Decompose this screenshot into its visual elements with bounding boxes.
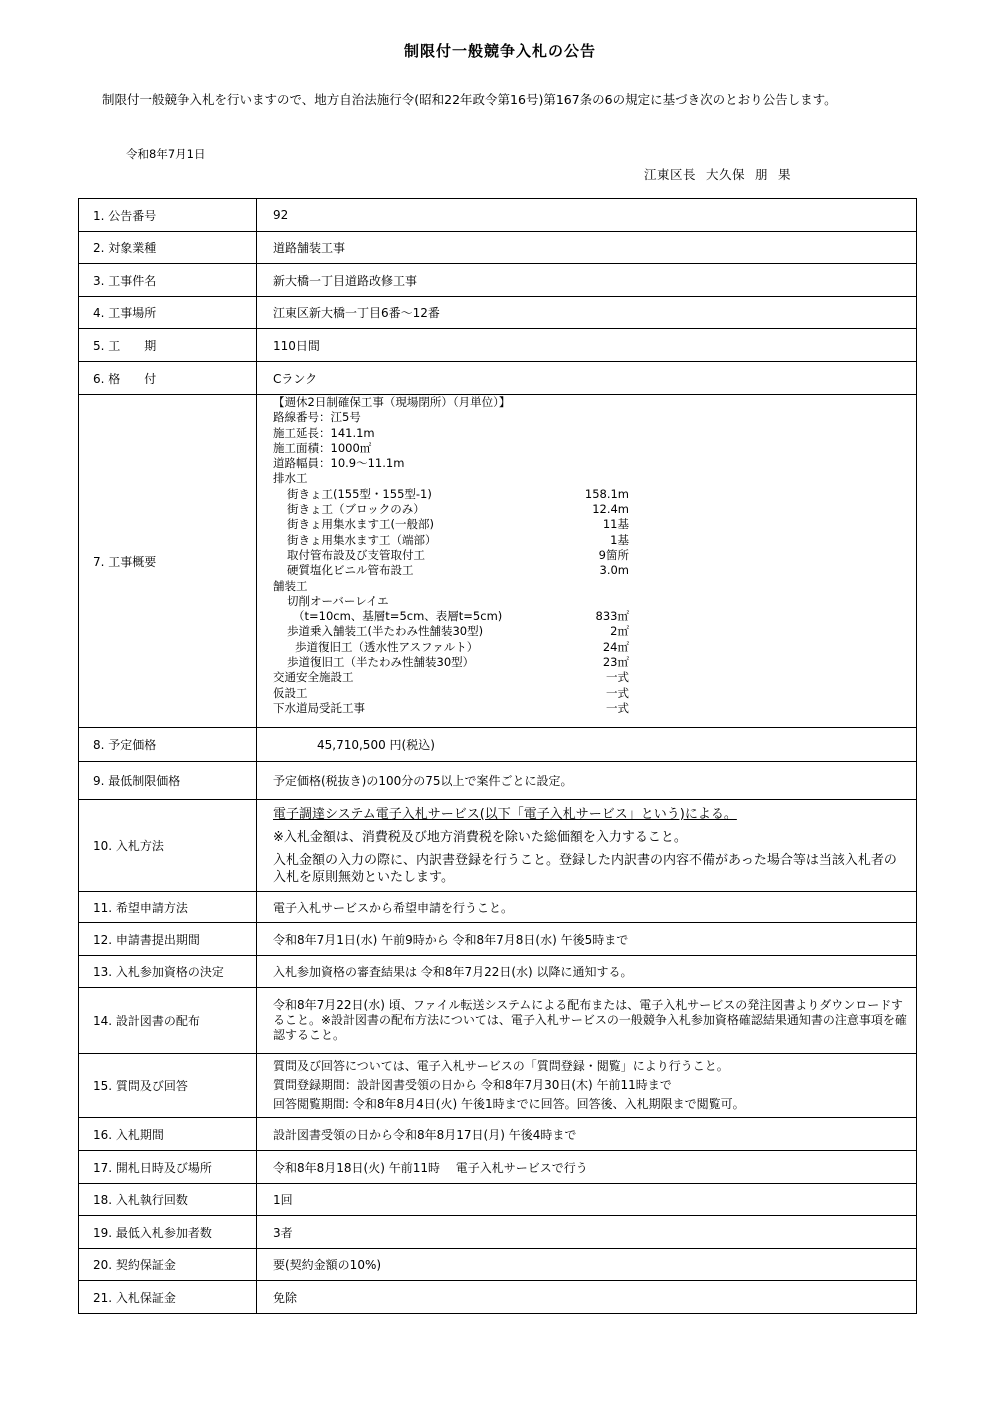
list-item: [273, 487, 629, 502]
row-label: 7. 工事概要: [79, 395, 257, 728]
list-item: [273, 502, 629, 517]
row-label: 9. 最低制限価格: [79, 762, 257, 800]
table-row: [79, 1281, 917, 1314]
list-item: [273, 563, 629, 578]
row-label: 5. 工 期: [79, 329, 257, 362]
issuer: [644, 165, 801, 183]
item-amount: 23㎡: [602, 655, 629, 670]
list-item: [273, 609, 629, 624]
bid-method-p3: 入札金額の入力の際に、内訳書登録を行うこと。登録した内訳書の内容不備があった場合等は当該入札者の入札を原則無効といたします。: [273, 852, 897, 885]
row-label: 10. 入札方法: [79, 800, 257, 892]
item-text: 交通安全施設工: [273, 670, 354, 685]
row-value: 令和8年8月18日(火) 午前11時 電子入札サービスで行う: [257, 1151, 917, 1184]
work-overview-list: [273, 395, 629, 716]
issuer-title: 江東区長: [644, 167, 697, 182]
row-label: 14. 設計図書の配布: [79, 988, 257, 1054]
row-label: 2. 対象業種: [79, 232, 257, 264]
list-item: [273, 517, 629, 532]
bid-method-p2: ※入札金額は、消費税及び地方消費税を除いた総価額を入力すること。: [273, 829, 687, 845]
row-value: [257, 1054, 917, 1118]
table-row: [79, 199, 917, 232]
table-row: [79, 1216, 917, 1249]
item-text: （t=10cm、基層t=5cm、表層t=5cm): [293, 609, 503, 624]
item-text: 排水工: [273, 471, 308, 486]
row-label: 12. 申請書提出期間: [79, 923, 257, 956]
table-row: [79, 1151, 917, 1184]
item-amount: 11基: [602, 517, 629, 532]
row-label: 13. 入札参加資格の決定: [79, 956, 257, 988]
table-row: [79, 923, 917, 956]
planned-price: 45,710,500 円(税込): [317, 738, 435, 752]
bid-method-p1: 電子調達システム電子入札サービス(以下「電子入札サービス」という)による。: [273, 806, 737, 822]
list-item: [273, 640, 629, 655]
row-label: 17. 開札日時及び場所: [79, 1151, 257, 1184]
list-item: [273, 594, 629, 609]
list-item: [273, 548, 629, 563]
notice-table: [78, 198, 917, 1314]
table-row: [79, 988, 917, 1054]
table-row: [79, 297, 917, 329]
item-amount: 3.0m: [599, 563, 629, 578]
row-label: 6. 格 付: [79, 362, 257, 395]
item-text: 歩道復旧工（半たわみ性舗装30型）: [287, 655, 475, 670]
item-text: 施工延長：141.1m: [273, 425, 375, 440]
table-row: [79, 892, 917, 923]
row-label: 8. 予定価格: [79, 728, 257, 762]
row-label: 3. 工事件名: [79, 264, 257, 297]
row-value: 1回: [257, 1184, 917, 1216]
item-amount: 158.1m: [584, 486, 629, 501]
table-row: [79, 762, 917, 800]
row-value: 設計図書受領の日から令和8年8月17日(月) 午後4時まで: [257, 1118, 917, 1151]
row-value: Cランク: [257, 362, 917, 395]
item-text: 路線番号：江5号: [273, 410, 361, 425]
row-value: 電子入札サービスから希望申請を行うこと。: [257, 892, 917, 923]
qa-p1: 質問及び回答については、電子入札サービスの「質問登録・閲覧」により行うこと。: [273, 1059, 729, 1073]
list-item: [273, 456, 629, 471]
list-item: [273, 701, 629, 716]
item-amount: 一式: [606, 700, 629, 715]
table-row: [79, 728, 917, 762]
table-row: [79, 395, 917, 728]
row-value: [257, 800, 917, 892]
item-text: 街きょ用集水ます工(一般部): [287, 517, 434, 532]
item-text: 硬質塩化ビニル管布設工: [287, 563, 414, 578]
table-row: [79, 800, 917, 892]
item-amount: 24㎡: [602, 639, 629, 654]
row-label: 15. 質問及び回答: [79, 1054, 257, 1118]
page-title: 制限付一般競争入札の公告: [403, 42, 596, 60]
row-label: 18. 入札執行回数: [79, 1184, 257, 1216]
table-row: [79, 264, 917, 297]
issuer-name-1: 大久保: [706, 167, 746, 182]
work-overview: [257, 395, 917, 728]
item-text: 道路幅員：10.9～11.1m: [273, 456, 405, 471]
row-value: 110日間: [257, 329, 917, 362]
list-item: [273, 533, 629, 548]
row-label: 4. 工事場所: [79, 297, 257, 329]
row-label: 11. 希望申請方法: [79, 892, 257, 923]
item-amount: 9箇所: [598, 547, 629, 562]
row-value: 予定価格(税抜き)の100分の75以上で案件ごとに設定。: [257, 762, 917, 800]
row-value: 入札参加資格の審査結果は 令和8年7月22日(水) 以降に通知する。: [257, 956, 917, 988]
issue-date: 令和8年7月1日: [126, 147, 206, 161]
qa-p2: 質問登録期間：設計図書受領の日から 令和8年7月30日(木) 午前11時まで: [273, 1078, 672, 1092]
table-row: [79, 1184, 917, 1216]
row-value: 92: [257, 199, 917, 232]
table-row: [79, 329, 917, 362]
list-item: [273, 441, 629, 456]
issuer-name-3: 果: [778, 167, 792, 182]
list-item: [273, 670, 629, 685]
item-amount: 2㎡: [610, 624, 629, 639]
list-item: [273, 410, 629, 425]
row-label: 16. 入札期間: [79, 1118, 257, 1151]
table-row: [79, 1249, 917, 1281]
item-text: 切削オーバーレイエ: [287, 593, 389, 608]
intro-text: 制限付一般競争入札を行いますので、地方自治法施行令(昭和22年政令第16号)第167条の6の規定に基づき次のとおり公告します。: [102, 92, 837, 107]
qa-p3: 回答閲覧期間: 令和8年8月4日(火) 午後1時までに回答。回答後、入札期限まで閲覧可。: [273, 1097, 745, 1111]
item-text: 【週休2日制確保工事（現場閉所）（月単位）】: [273, 395, 511, 409]
list-item: [273, 471, 629, 486]
row-value: 令和8年7月1日(水) 午前9時から 令和8年7月8日(水) 午後5時まで: [257, 923, 917, 956]
item-text: 街きょ工（ブロックのみ）: [287, 502, 425, 517]
table-row: [79, 1118, 917, 1151]
list-item: [273, 655, 629, 670]
table-row: [79, 1054, 917, 1118]
item-amount: 833㎡: [595, 609, 629, 624]
item-text: 街きょ工(155型・155型-1): [287, 486, 432, 501]
row-value: 令和8年7月22日(水) 頃、ファイル転送システムによる配布または、電子入札サービスの発注図書よりダウンロードすること。※設計図書の配布方法については、電子入札サービスの一般競争入札参加資格確認結果通知書の注意事項を確認すること。: [257, 988, 917, 1054]
row-label: 20. 契約保証金: [79, 1249, 257, 1281]
issuer-name-2: 朋: [755, 167, 769, 182]
item-amount: 1基: [610, 532, 629, 547]
list-item: [273, 426, 629, 441]
item-text: 街きょ用集水ます工（端部）: [287, 532, 437, 547]
item-text: 歩道乗入舗装工(半たわみ性舗装30型): [287, 624, 484, 639]
row-value: 新大橋一丁目道路改修工事: [257, 264, 917, 297]
list-item: [273, 624, 629, 639]
row-label: 21. 入札保証金: [79, 1281, 257, 1314]
row-value: 免除: [257, 1281, 917, 1314]
row-value: 要(契約金額の10%): [257, 1249, 917, 1281]
list-item: [273, 579, 629, 594]
item-text: 取付管布設及び支管取付工: [287, 547, 425, 562]
list-item: [273, 395, 629, 410]
item-amount: 一式: [606, 685, 629, 700]
item-text: 歩道復旧工（透水性アスファルト）: [295, 639, 479, 654]
item-text: 舗装工: [273, 578, 308, 593]
item-amount: 12.4m: [592, 502, 629, 517]
row-label: 1. 公告番号: [79, 199, 257, 232]
list-item: [273, 686, 629, 701]
item-text: 仮設工: [273, 685, 308, 700]
row-label: 19. 最低入札参加者数: [79, 1216, 257, 1249]
item-amount: 一式: [606, 670, 629, 685]
row-value: 道路舗装工事: [257, 232, 917, 264]
item-text: 下水道局受託工事: [273, 700, 365, 715]
table-row: [79, 232, 917, 264]
row-value: 3者: [257, 1216, 917, 1249]
item-text: 施工面積：1000㎡: [273, 440, 372, 455]
row-value: [257, 728, 917, 762]
table-row: [79, 362, 917, 395]
row-value: 江東区新大橋一丁目6番～12番: [257, 297, 917, 329]
table-row: [79, 956, 917, 988]
